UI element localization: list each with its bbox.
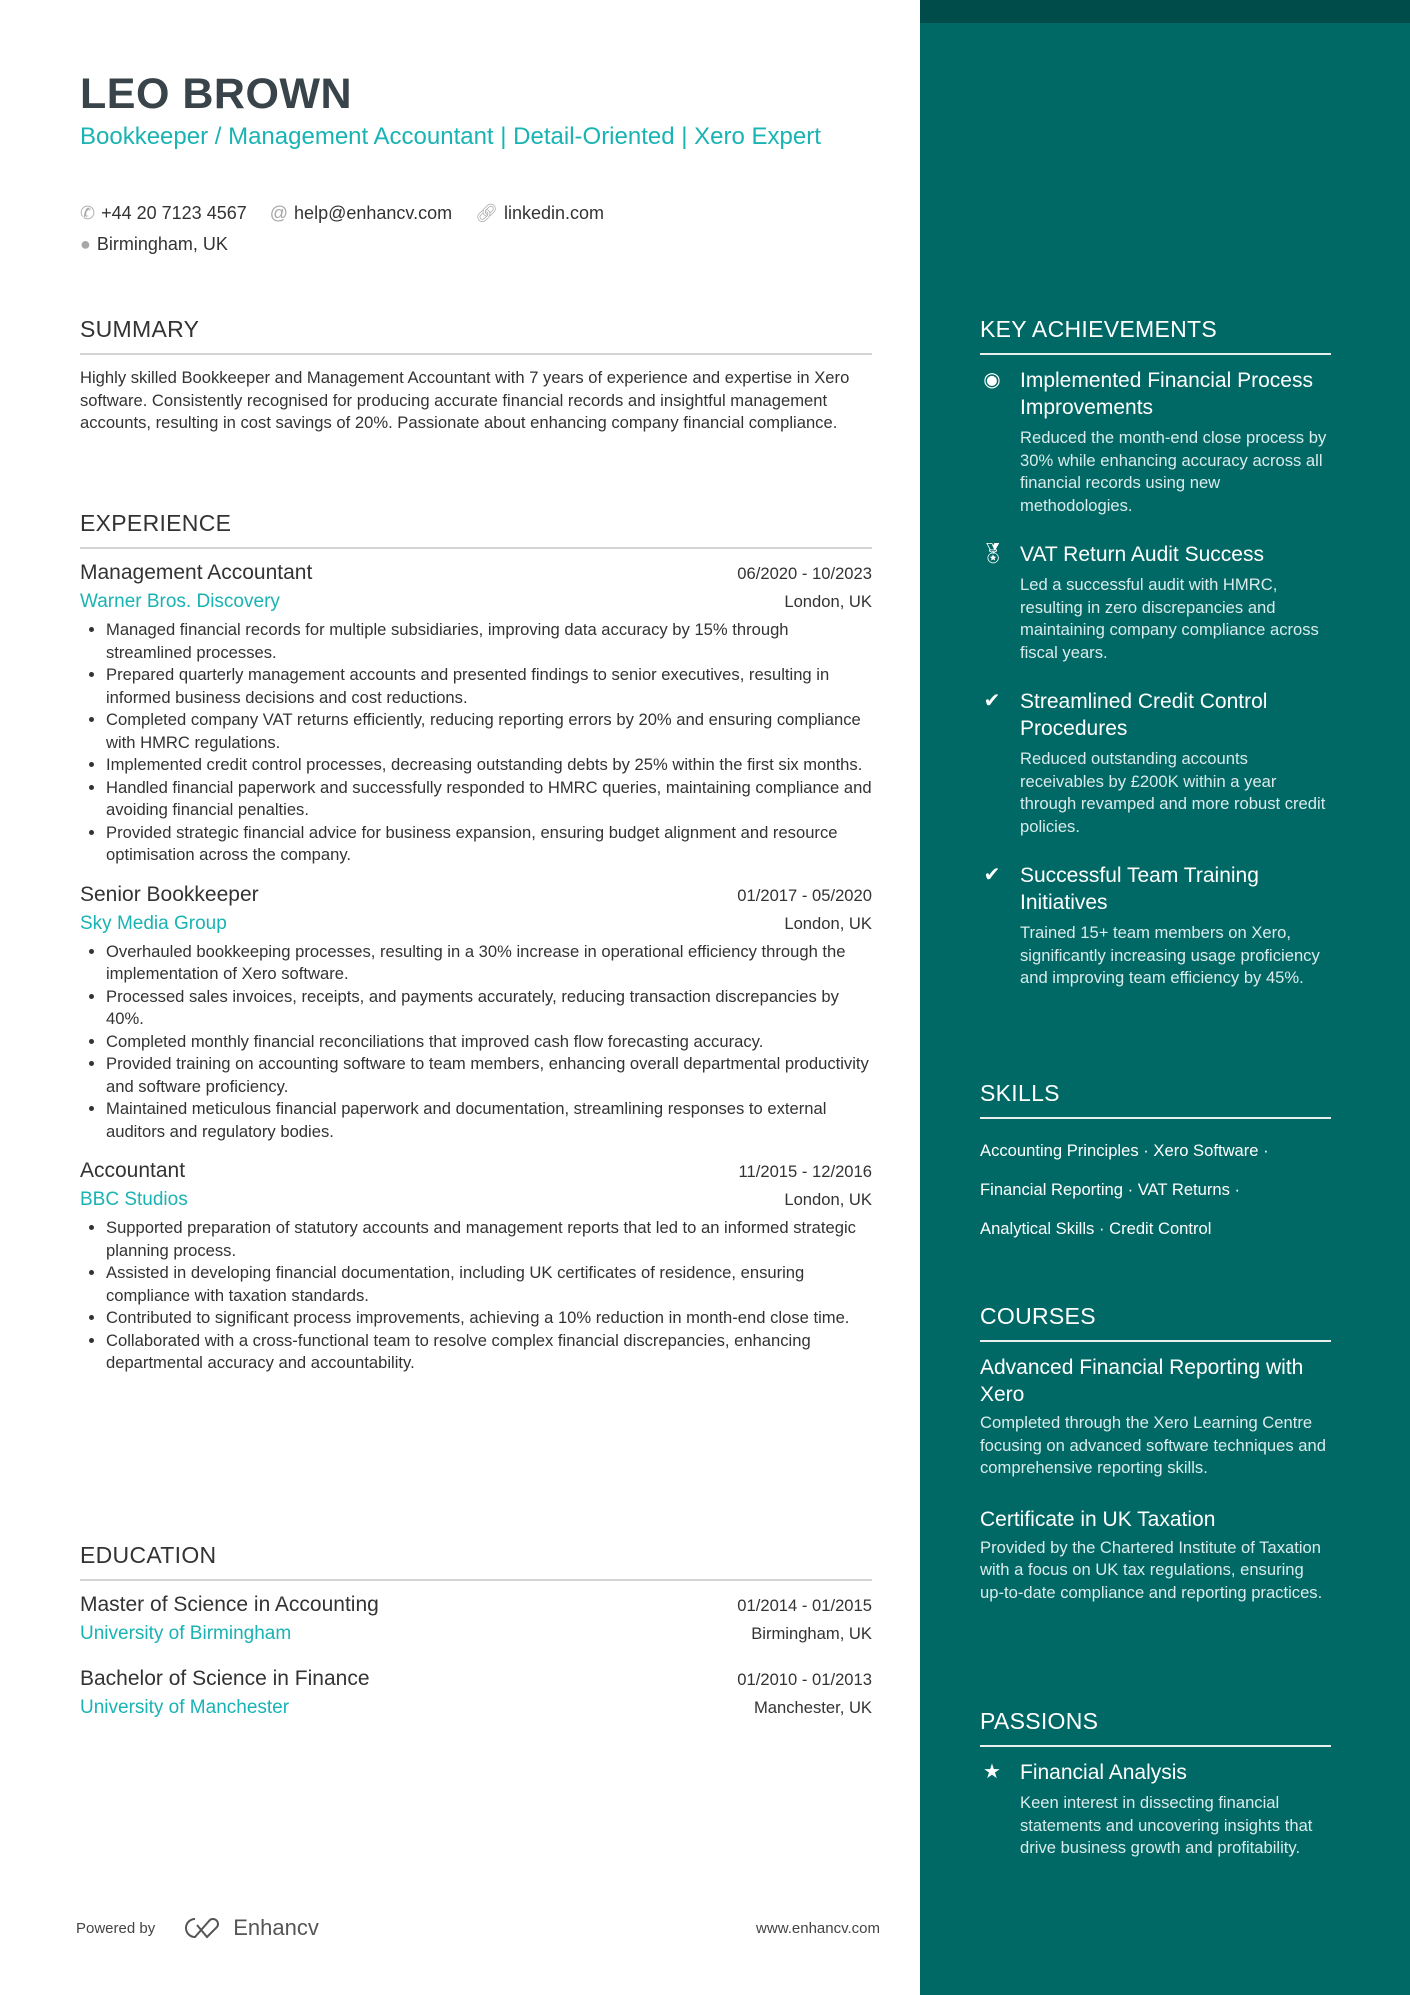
edu-dates: 01/2014 - 01/2015	[737, 1596, 872, 1615]
bullet: • Managed financial records for multiple subsidiaries, improving data accuracy by 15% through streamlined processes.	[106, 619, 872, 664]
head-lightbulb-icon: ◉	[983, 369, 1001, 391]
education-entry	[80, 1593, 872, 1645]
phone-icon: ✆	[80, 203, 96, 223]
star-icon: ★	[983, 1761, 1001, 1783]
bullet: • Supported preparation of statutory accounts and management reports that led to an informed strategic planning process.	[106, 1217, 872, 1262]
job-title: Accountant	[80, 1159, 186, 1182]
achievements-item	[980, 367, 1331, 517]
edu-location: Manchester, UK	[753, 1698, 872, 1717]
bullet: • Collaborated with a cross-functional team to resolve complex financial discrepancies, enhancing departmental accuracy and accountability.	[106, 1330, 872, 1375]
bullet: • Provided training on accounting software to team members, enhancing overall departmental productivity and software proficiency.	[106, 1053, 872, 1098]
achievements-item	[980, 862, 1331, 990]
section-heading: EDUCATION	[80, 1542, 872, 1581]
candidate-name: LEO BROWN	[80, 70, 353, 118]
degree: Master of Science in Accounting	[80, 1593, 379, 1616]
education-entry	[80, 1667, 872, 1719]
skills-section	[980, 1080, 1331, 1248]
bullet: • Handled financial paperwork and successfully responded to HMRC queries, maintaining compliance and avoiding financial penalties.	[106, 777, 872, 822]
section-heading: COURSES	[980, 1303, 1331, 1342]
item-description: Reduced outstanding accounts receivables by £200K within a year through revamped and more robust credit policies.	[1020, 749, 1326, 836]
job-location: London, UK	[784, 592, 872, 611]
at-icon: @	[269, 203, 289, 223]
item-description: Trained 15+ team members on Xero, significantly increasing usage proficiency and improving team efficiency by 45%.	[1020, 923, 1320, 987]
enhancv-logo[interactable]	[179, 1915, 319, 1941]
course-item	[980, 1354, 1331, 1480]
course-title: Certificate in UK Taxation	[980, 1507, 1216, 1531]
bullet: • Provided strategic financial advice for business expansion, ensuring budget alignment and resource optimisation across the company.	[106, 822, 872, 867]
course-description: Provided by the Chartered Institute of Taxation with a focus on UK tax regulations, ensuring up-to-date compliance and reporting practices.	[980, 1537, 1323, 1602]
job-entry	[80, 561, 872, 867]
job-dates: 06/2020 - 10/2023	[737, 564, 872, 583]
passions-section	[980, 1708, 1331, 1884]
job-title: Management Accountant	[80, 561, 313, 584]
location: Birmingham, UK	[96, 234, 228, 254]
company-name: Warner Bros. Discovery	[80, 591, 280, 612]
school-name: University of Manchester	[80, 1697, 290, 1718]
course-item	[980, 1506, 1331, 1605]
candidate-title: Bookkeeper / Management Accountant | Detail-Oriented | Xero Expert	[80, 123, 821, 150]
job-title: Senior Bookkeeper	[80, 882, 259, 906]
job-dates: 01/2017 - 05/2020	[737, 885, 872, 905]
section-heading: EXPERIENCE	[80, 510, 872, 549]
job-dates: 11/2015 - 12/2016	[738, 1162, 872, 1181]
job-entry	[80, 883, 872, 1144]
bullet: • Completed monthly financial reconciliations that improved cash flow forecasting accuracy.	[106, 1031, 872, 1054]
skills-line: Analytical Skills · Credit Control	[980, 1219, 1212, 1238]
item-description: Led a successful audit with HMRC, resulting in zero discrepancies and maintaining company compliance across fiscal years.	[1020, 575, 1319, 662]
bullet: • Overhauled bookkeeping processes, resulting in a 30% increase in operational efficiency through the implementation of Xero software.	[106, 941, 872, 986]
item-title: VAT Return Audit Success	[1020, 543, 1264, 566]
bullet: • Maintained meticulous financial paperwork and documentation, streamlining responses to external auditors and regulatory bodies.	[106, 1098, 872, 1143]
linkedin-link[interactable]: linkedin.com	[503, 203, 604, 223]
footer	[76, 1915, 880, 1941]
powered-by: Powered by	[76, 1919, 156, 1937]
job-bullets	[80, 1217, 872, 1375]
item-title: Implemented Financial Process Improvements	[1020, 369, 1313, 419]
sidebar-top-strip	[920, 0, 1410, 23]
skills-line: Financial Reporting · VAT Returns ·	[980, 1180, 1241, 1199]
course-description: Completed through the Xero Learning Centre focusing on advanced software techniques and comprehensive reporting skills.	[980, 1413, 1326, 1477]
bullet: • Completed company VAT returns efficiently, reducing reporting errors by 20% and ensuring compliance with HMRC regulations.	[106, 709, 872, 754]
school-name: University of Birmingham	[80, 1623, 292, 1644]
company-name: BBC Studios	[80, 1189, 188, 1210]
item-title: Financial Analysis	[1020, 1761, 1187, 1784]
job-bullets	[80, 941, 872, 1144]
passions-item	[980, 1759, 1331, 1860]
summary-section	[80, 316, 872, 435]
skills-line: Accounting Principles · Xero Software ·	[980, 1141, 1269, 1160]
achievements-item	[980, 688, 1331, 838]
experience-section	[80, 510, 872, 1391]
bullet: • Implemented credit control processes, decreasing outstanding debts by 25% within the first six months.	[106, 754, 872, 777]
bullet: • Assisted in developing financial documentation, including UK certificates of residence, ensuring compliance with taxation standards.	[106, 1262, 872, 1307]
section-heading: KEY ACHIEVEMENTS	[980, 316, 1331, 355]
section-heading: SKILLS	[980, 1080, 1331, 1119]
company-name: Sky Media Group	[80, 912, 227, 934]
education-section	[80, 1542, 872, 1741]
bullet: • Processed sales invoices, receipts, and payments accurately, reducing transaction discrepancies by 40%.	[106, 986, 872, 1031]
item-title: Successful Team Training Initiatives	[1020, 864, 1259, 914]
location-pin-icon: ●	[80, 234, 91, 254]
item-description: Keen interest in dissecting financial statements and uncovering insights that drive business growth and profitability.	[1020, 1793, 1313, 1857]
edu-dates: 01/2010 - 01/2013	[737, 1670, 872, 1689]
summary-text: Highly skilled Bookkeeper and Management Accountant with 7 years of experience and expertise in Xero software. Consistently recognised for producing accurate financial records and insightful management accounts, resulting in cost savings of 20%. Passionate about enhancing company financial compliance.	[80, 368, 850, 432]
item-description: Reduced the month-end close process by 30% while enhancing accuracy across all financial records using new methodologies.	[1020, 428, 1327, 515]
key-achievements-section	[980, 316, 1331, 1014]
edu-location: Birmingham, UK	[751, 1624, 872, 1643]
job-location: London, UK	[784, 913, 872, 933]
brand-name: Enhancv	[233, 1915, 319, 1940]
email[interactable]: help@enhancv.com	[294, 203, 453, 223]
website-link[interactable]: www.enhancv.com	[756, 1919, 880, 1937]
job-location: London, UK	[784, 1190, 872, 1209]
enhancv-logo-icon	[179, 1915, 225, 1941]
course-title: Advanced Financial Reporting with Xero	[980, 1356, 1304, 1406]
bullet: • Contributed to significant process improvements, achieving a 10% reduction in month-end close time.	[106, 1307, 872, 1330]
job-bullets	[80, 619, 872, 867]
job-entry	[80, 1159, 872, 1375]
section-heading: SUMMARY	[80, 316, 872, 355]
item-title: Streamlined Credit Control Procedures	[1020, 690, 1268, 740]
check-icon: ✔	[983, 690, 1001, 712]
section-heading: PASSIONS	[980, 1708, 1331, 1747]
contact-info	[80, 198, 872, 260]
bullet: • Prepared quarterly management accounts and presented findings to senior executives, resulting in informed business decisions and cost reductions.	[106, 664, 872, 709]
check-icon: ✔	[983, 864, 1001, 886]
phone[interactable]: +44 20 7123 4567	[101, 203, 247, 223]
link-icon: 🔗︎	[475, 203, 498, 223]
achievements-item	[980, 541, 1331, 664]
degree: Bachelor of Science in Finance	[80, 1667, 370, 1690]
courses-section	[980, 1303, 1331, 1630]
award-ribbon-icon: 🏅︎	[980, 543, 1006, 565]
